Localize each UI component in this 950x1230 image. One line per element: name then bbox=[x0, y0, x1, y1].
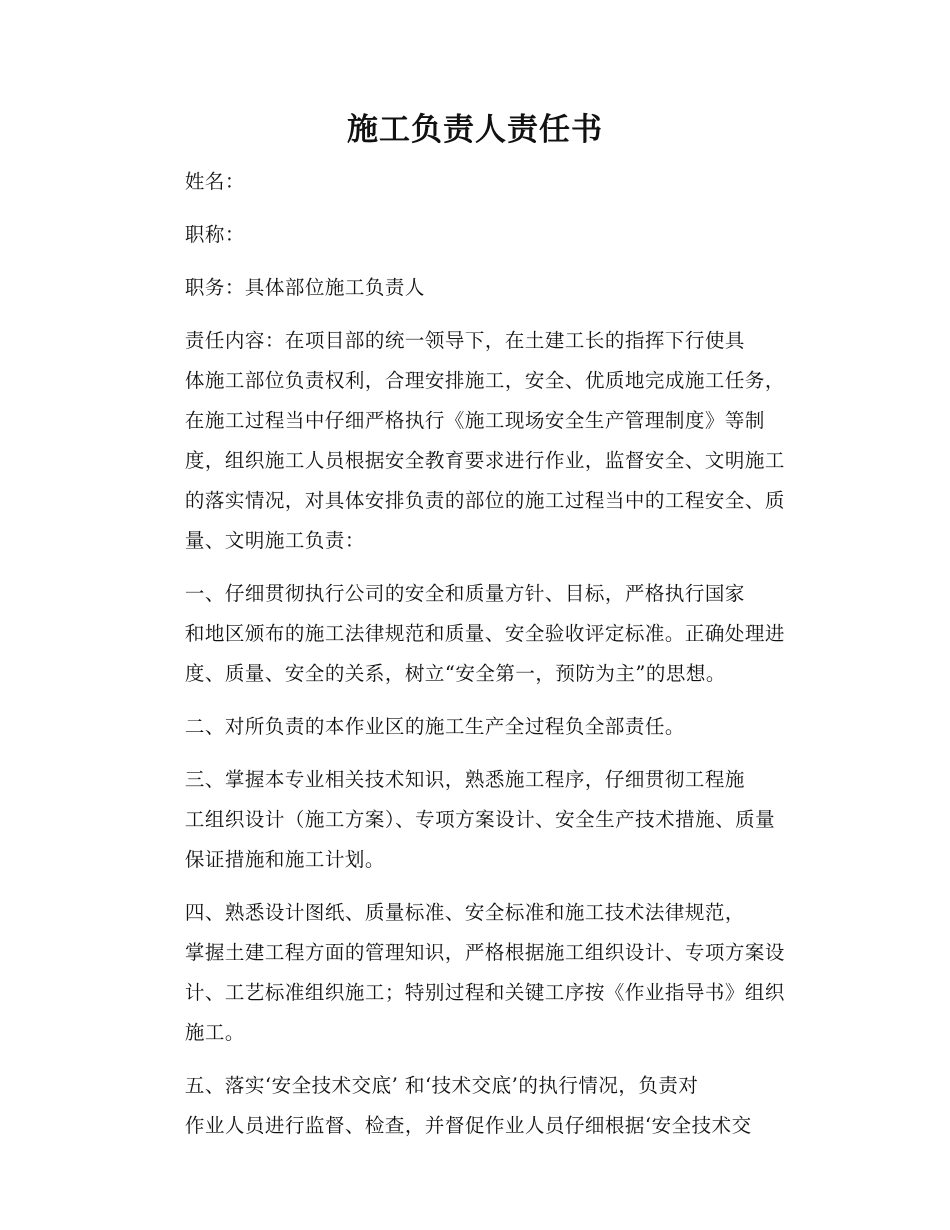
item-paragraph-1 bbox=[142, 574, 800, 694]
paragraph-line: 责任内容：在项目部的统一领导下，在土建工长的指挥下行使具 bbox=[184, 329, 745, 352]
paragraph-line: 五、落实‘安全技术交底’ 和‘技术交底’的执行情况，负责对 bbox=[184, 1074, 699, 1097]
name-label: 姓名： bbox=[184, 170, 245, 193]
name-field bbox=[142, 162, 800, 202]
document-body bbox=[142, 162, 800, 1159]
paragraph-line: 工组织设计（施工方案）、专项方案设计、安全生产技术措施、质量 bbox=[184, 808, 776, 831]
paragraph-line: 一、仔细贯彻执行公司的安全和质量方针、目标，严格执行国家 bbox=[184, 582, 745, 605]
paragraph-line: 量、文明施工负责： bbox=[184, 529, 365, 552]
professional-title-field bbox=[142, 215, 800, 255]
paragraph-line: 的落实情况，对具体安排负责的部位的施工过程当中的工程安全、质 bbox=[184, 489, 785, 512]
professional-title-label: 职称： bbox=[184, 223, 245, 246]
item-paragraph-4 bbox=[142, 893, 800, 1053]
paragraph-line: 计、工艺标准组织施工；特别过程和关键工序按《作业指导书》组织 bbox=[184, 981, 785, 1004]
paragraph-line: 度，组织施工人员根据安全教育要求进行作业，监督安全、文明施工 bbox=[184, 449, 785, 472]
paragraph-line: 四、熟悉设计图纸、质量标准、安全标准和施工技术法律规范， bbox=[184, 901, 745, 924]
paragraph-line: 体施工部位负责权利，合理安排施工，安全、优质地完成施工任务， bbox=[184, 369, 785, 392]
position-field bbox=[142, 268, 800, 308]
paragraph-line: 保证措施和施工计划。 bbox=[184, 848, 385, 871]
paragraph-line: 掌握土建工程方面的管理知识，严格根据施工组织设计、专项方案设 bbox=[184, 941, 785, 964]
item-paragraph-3 bbox=[142, 760, 800, 880]
paragraph-line: 和地区颁布的施工法律规范和质量、安全验收评定标准。正确处理进 bbox=[184, 622, 785, 645]
paragraph-line: 三、掌握本专业相关技术知识，熟悉施工程序，仔细贯彻工程施 bbox=[184, 768, 745, 791]
item-paragraph-5 bbox=[142, 1066, 800, 1146]
paragraph-line: 度、质量、安全的关系，树立“安全第一，预防为主”的思想。 bbox=[184, 662, 726, 685]
responsibility-paragraph bbox=[142, 321, 800, 561]
document-title: 施工负责人责任书 bbox=[347, 112, 603, 148]
item-paragraph-2 bbox=[142, 707, 800, 747]
position-text: 职务：具体部位施工负责人 bbox=[184, 276, 425, 299]
paragraph-line: 施工。 bbox=[184, 1021, 245, 1044]
paragraph-line: 二、对所负责的本作业区的施工生产全过程负全部责任。 bbox=[184, 715, 685, 738]
paragraph-line: 在施工过程当中仔细严格执行《施工现场安全生产管理制度》等制 bbox=[184, 409, 765, 432]
paragraph-line: 作业人员进行监督、检查，并督促作业人员仔细根据‘安全技术交 bbox=[184, 1114, 752, 1137]
